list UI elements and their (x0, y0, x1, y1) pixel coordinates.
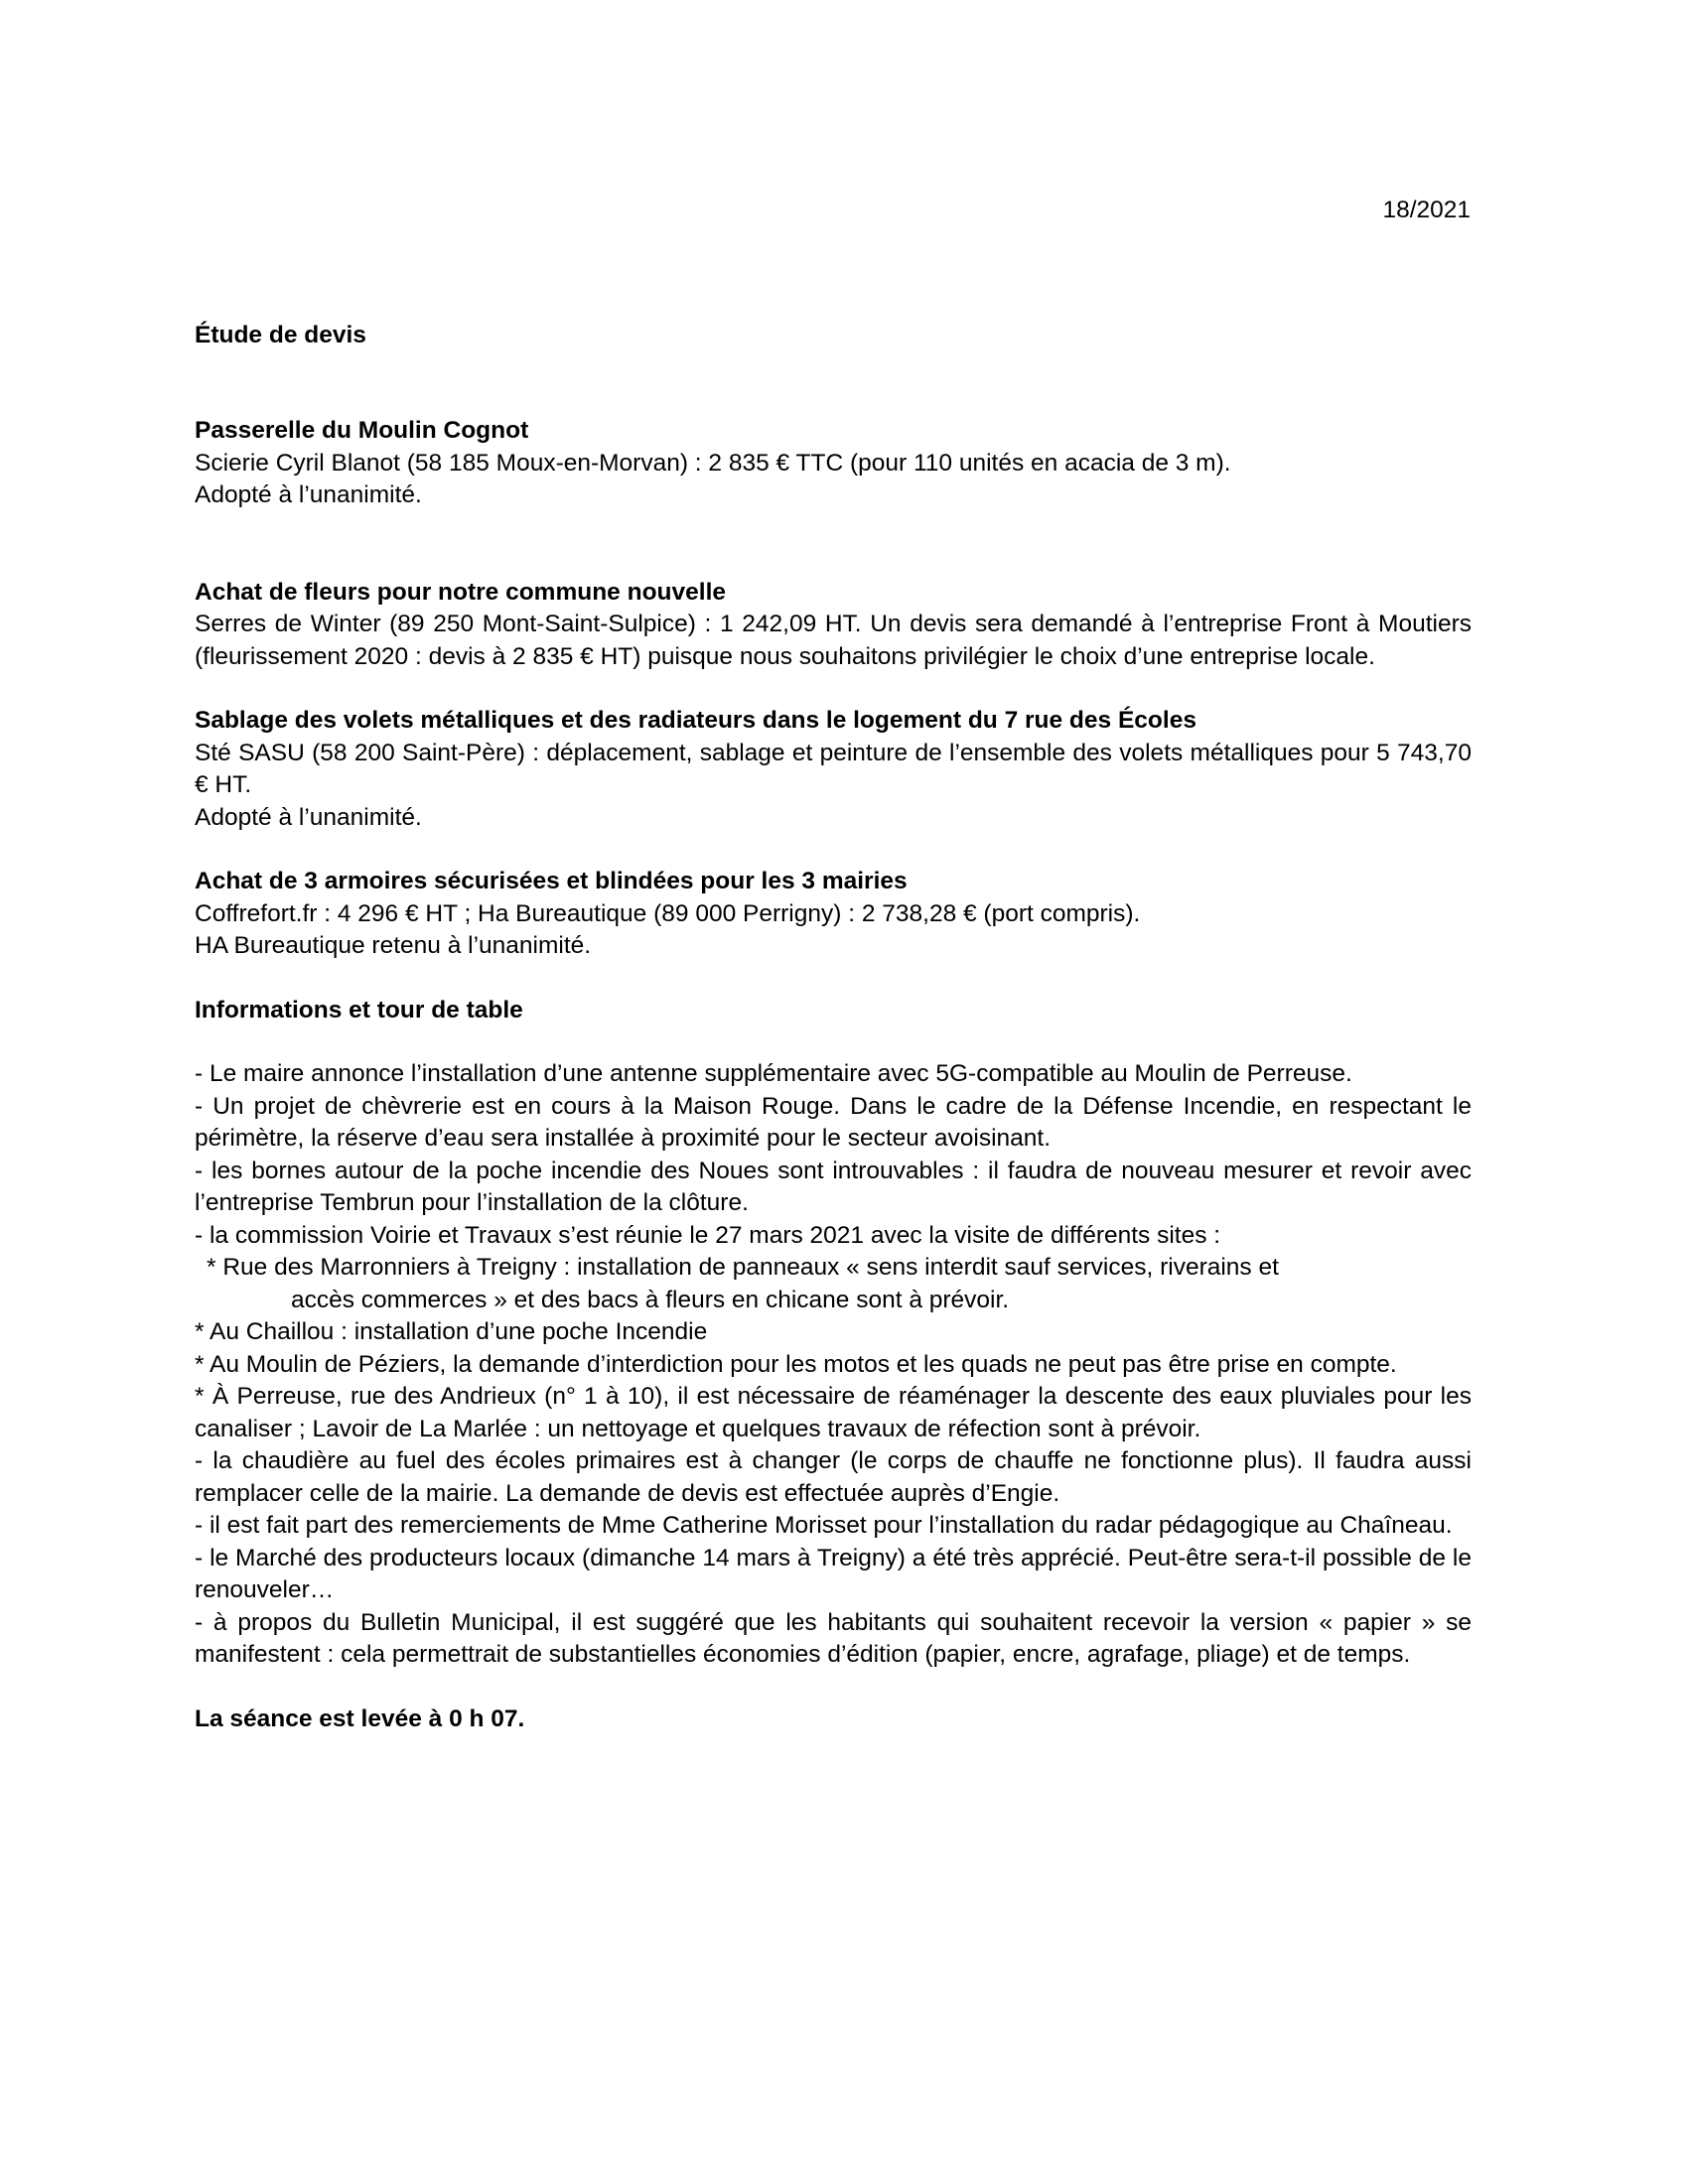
section-text: Serres de Winter (89 250 Mont-Saint-Sulpice) : 1 242,09 HT. Un devis sera demandé à l’entreprise Front à Moutiers (fleurissement 2020 : devis à 2 835 € HT) puisque nous souhaitons privilégier le choix d’une entreprise locale. (195, 611, 1472, 670)
section-heading: Sablage des volets métalliques et des radiateurs dans le logement du 7 rue des Écoles (195, 707, 1196, 734)
section-sablage (195, 705, 1472, 834)
page-number: 18/2021 (1382, 197, 1471, 223)
section-informations (195, 995, 1472, 1672)
section-heading: Achat de fleurs pour notre commune nouvelle (195, 578, 727, 606)
document-body (195, 415, 1472, 1735)
sub-list-item: * À Perreuse, rue des Andrieux (n° 1 à 10), il est nécessaire de réaménager la descente des eaux pluviales pour les canaliser ; Lavoir de La Marlée : un nettoyage et quelques travaux de réfection sont à prévoir. (195, 1383, 1472, 1442)
section-heading: Informations et tour de table (195, 996, 523, 1024)
section-armoires (195, 866, 1472, 963)
list-item: - à propos du Bulletin Municipal, il est suggéré que les habitants qui souhaitent recevoir la version « papier » se manifestent : cela permettrait de substantielles économies d’édition (papier, encre, agrafage, pliage) et de temps. (195, 1608, 1472, 1668)
document-title: Étude de devis (195, 322, 366, 348)
sub-list-item: * Au Moulin de Péziers, la demande d’interdiction pour les motos et les quads ne peut pas être prise en compte. (195, 1350, 1397, 1378)
list-item: - les bornes autour de la poche incendie des Noues sont introuvables : il faudra de nouveau mesurer et revoir avec l’entreprise Tembrun pour l’installation de la clôture. (195, 1157, 1472, 1216)
closing-statement: La séance est levée à 0 h 07. (195, 1705, 525, 1732)
sub-list-item: * Rue des Marronniers à Treigny : installation de panneaux « sens interdit sauf services, riverains et (207, 1254, 1279, 1281)
list-item: - la chaudière au fuel des écoles primaires est à changer (le corps de chauffe ne fonctionne plus). Il faudra aussi remplacer celle de la mairie. La demande de devis est effectuée auprès d’Engie. (195, 1447, 1472, 1507)
list-item: - le Marché des producteurs locaux (dimanche 14 mars à Treigny) a été très apprécié. Peut-être sera-t-il possible de le renouveler… (195, 1544, 1472, 1603)
section-decision: Adopté à l’unanimité. (195, 803, 422, 831)
section-heading: Achat de 3 armoires sécurisées et blindées pour les 3 mairies (195, 868, 908, 894)
section-decision: Adopté à l’unanimité. (195, 481, 422, 508)
section-text: Scierie Cyril Blanot (58 185 Moux-en-Morvan) : 2 835 € TTC (pour 110 unités en acacia de 3 m). (195, 449, 1231, 477)
section-heading: Passerelle du Moulin Cognot (195, 417, 529, 444)
list-item: - la commission Voirie et Travaux s’est réunie le 27 mars 2021 avec la visite de différents sites : (195, 1221, 1221, 1249)
list-item: - Un projet de chèvrerie est en cours à la Maison Rouge. Dans le cadre de la Défense Incendie, en respectant le périmètre, la réserve d’eau sera installée à proximité pour le secteur avoisinant. (195, 1092, 1472, 1152)
list-item: - il est fait part des remerciements de Mme Catherine Morisset pour l’installation du radar pédagogique au Chaîneau. (195, 1512, 1453, 1539)
sub-list-item: * Au Chaillou : installation d’une poche Incendie (195, 1318, 708, 1345)
section-decision: HA Bureautique retenu à l’unanimité. (195, 932, 592, 959)
sub-list-item-continuation: accès commerces » et des bacs à fleurs en chicane sont à prévoir. (291, 1286, 1010, 1313)
section-fleurs (195, 577, 1472, 674)
section-passerelle (195, 415, 1472, 512)
list-item: - Le maire annonce l’installation d’une antenne supplémentaire avec 5G-compatible au Moulin de Perreuse. (195, 1060, 1352, 1087)
section-text: Coffrefort.fr : 4 296 € HT ; Ha Bureautique (89 000 Perrigny) : 2 738,28 € (port compris). (195, 899, 1141, 927)
section-text: Sté SASU (58 200 Saint-Père) : déplacement, sablage et peinture de l’ensemble des volets métalliques pour 5 743,70 € HT. (195, 739, 1472, 798)
